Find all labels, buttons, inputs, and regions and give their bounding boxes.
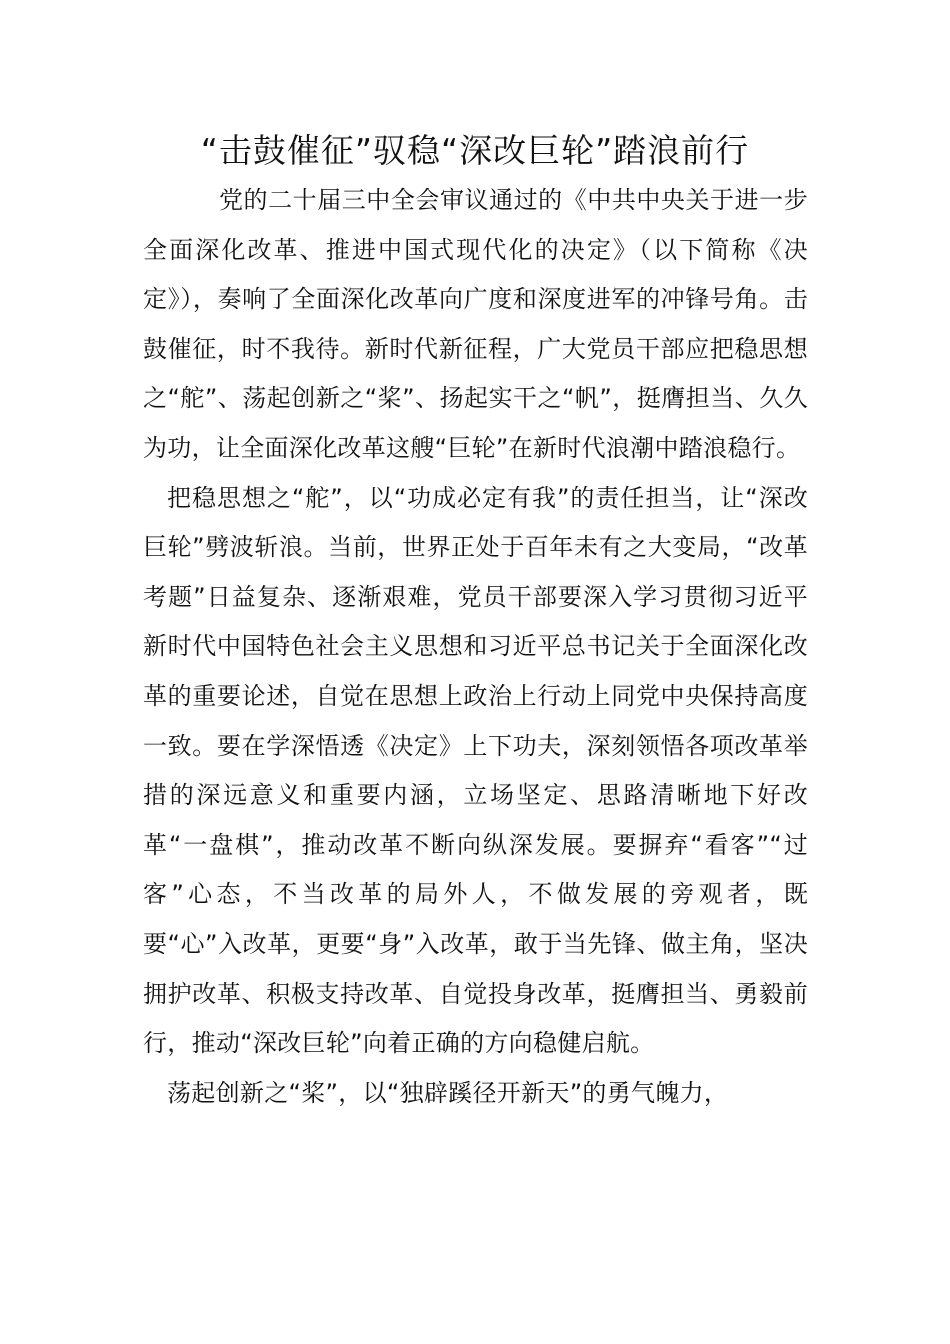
paragraph-steer-thinking: 把稳思想之“舵”，以“功成必定有我”的责任担当，让“深改巨轮”劈波斩浪。当前，世界正处于百年未有之大变局，“改革考题”日益复杂、逐渐艰难，党员干部要深入学习贯彻习近平新时代中国特色社会主义思想和习近平总书记关于全面深化改革的重要论述，自觉在思想上政治上行动上同党中央保持高度一致。要在学深悟透《决定》上下功夫，深刻领悟各项改革举措的深远意义和重要内涵，立场坚定、思路清晰地下好改革“一盘棋”，推动改革不断向纵深发展。要摒弃“看客”“过客”心态，不当改革的局外人，不做发展的旁观者，既要“心”入改革，更要“身”入改革，敢于当先锋、做主角，坚决拥护改革、积极支持改革、自觉投身改革，挺膺担当、勇毅前行，推动“深改巨轮”向着正确的方向稳健启航。 xyxy=(143,483,809,1058)
paragraph-innovation: 荡起创新之“桨”，以“独辟蹊径开新天”的勇气魄力， xyxy=(167,1078,729,1107)
paragraph-intro: 党的二十届三中全会审议通过的《中共中央关于进一步全面深化改革、推进中国式现代化的决定》（以下简称《决定》），奏响了全面深化改革向广度和深度进军的冲锋号角。击鼓催征，时不我待。新时代新征程，广大党员干部应把稳思想之“舵”、荡起创新之“桨”、扬起实干之“帆”，挺膺担当、久久为功，让全面深化改革这艘“巨轮”在新时代浪潮中踏浪稳行。 xyxy=(143,186,808,462)
document-body xyxy=(143,176,808,1118)
document-title: “击鼓催征”驭稳“深改巨轮”踏浪前行 xyxy=(200,131,750,170)
